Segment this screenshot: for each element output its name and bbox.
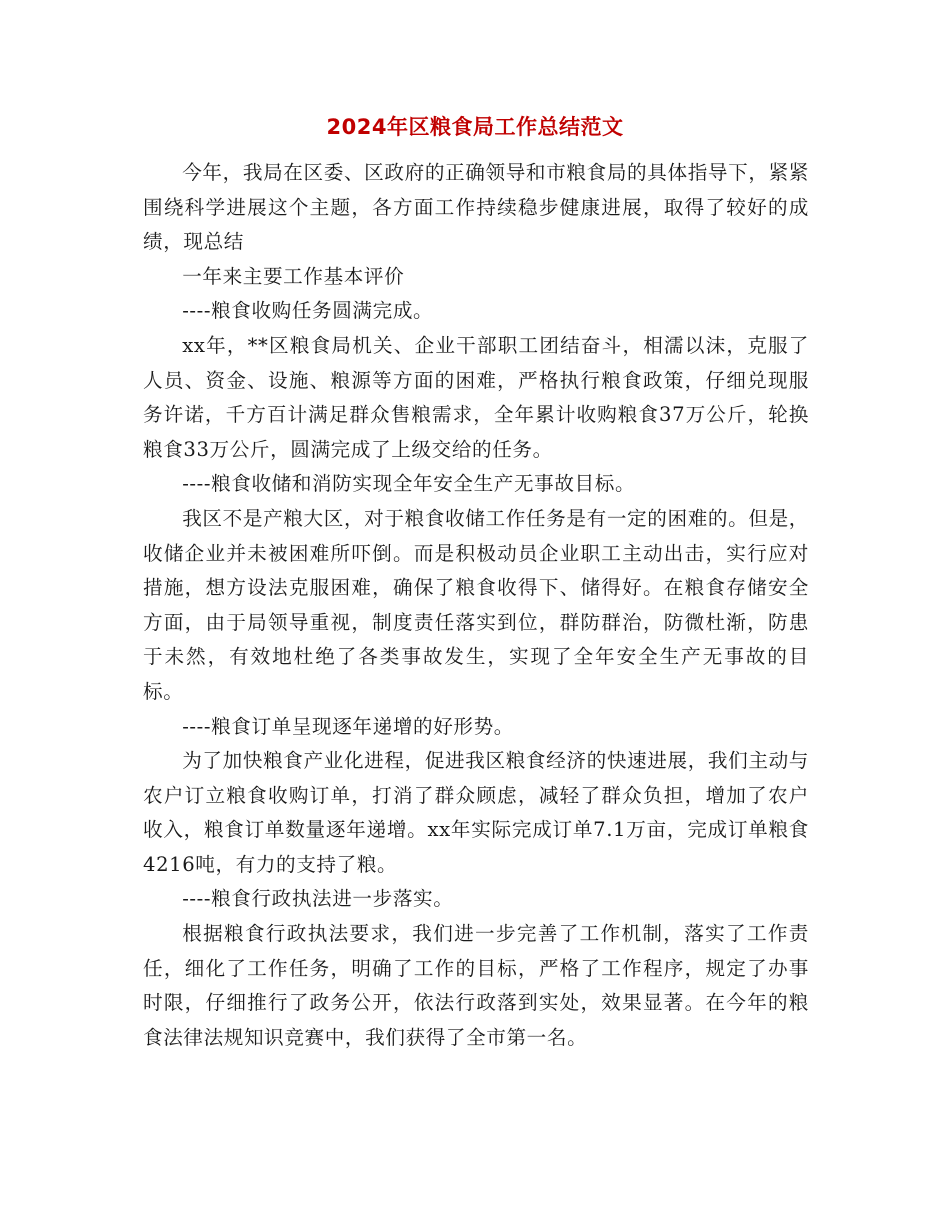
document-body (143, 156, 809, 1055)
paragraph-law-enforcement: 根据粮食行政执法要求，我们进一步完善了工作机制，落实了工作责任，细化了工作任务，明确了工作的目标，严格了工作程序，规定了办事时限，仔细推行了政务公开，依法行政落到实处，效果显著。在今年的粮食法律法规知识竞赛中，我们获得了全市第一名。 (143, 922, 809, 1049)
subheading-purchase: ----粮食收购任务圆满完成。 (182, 299, 434, 323)
subheading-storage-safety: ----粮食收储和消防实现全年安全生产无事故目标。 (182, 472, 636, 496)
paragraph-orders: 为了加快粮食产业化进程，促进我区粮食经济的快速进展，我们主动与农户订立粮食收购订单，打消了群众顾虑，减轻了群众负担，增加了农户收入，粮食订单数量逐年递增。xx年实际完成订单7.1万亩，完成订单粮食4216吨，有力的支持了粮。 (143, 749, 809, 876)
subheading-orders: ----粮食订单呈现逐年递增的好形势。 (182, 714, 514, 738)
subheading-law-enforcement: ----粮食行政执法进一步落实。 (182, 887, 454, 911)
paragraph-intro: 今年，我局在区委、区政府的正确领导和市粮食局的具体指导下，紧紧围绕科学进展这个主题，各方面工作持续稳步健康进展，取得了较好的成绩，现总结 (143, 161, 809, 254)
paragraph-purchase: xx年，**区粮食局机关、企业干部职工团结奋斗，相濡以沫，克服了人员、资金、设施、粮源等方面的困难，严格执行粮食政策，仔细兑现服务许诺，千方百计满足群众售粮需求，全年累计收购粮食37万公斤，轮换粮食33万公斤，圆满完成了上级交给的任务。 (143, 333, 809, 461)
paragraph-storage-safety: 我区不是产粮大区，对于粮食收储工作任务是有一定的困难的。但是，收储企业并未被困难所吓倒。而是积极动员企业职工主动出击，实行应对措施，想方设法克服困难，确保了粮食收得下、储得好。在粮食存储安全方面，由于局领导重视，制度责任落实到位，群防群治，防微杜渐，防患于未然，有效地杜绝了各类事故发生，实现了全年安全生产无事故的目标。 (143, 506, 809, 703)
section-heading-evaluation: 一年来主要工作基本评价 (182, 264, 405, 288)
document-title: 2024年区粮食局工作总结范文 (326, 115, 624, 139)
